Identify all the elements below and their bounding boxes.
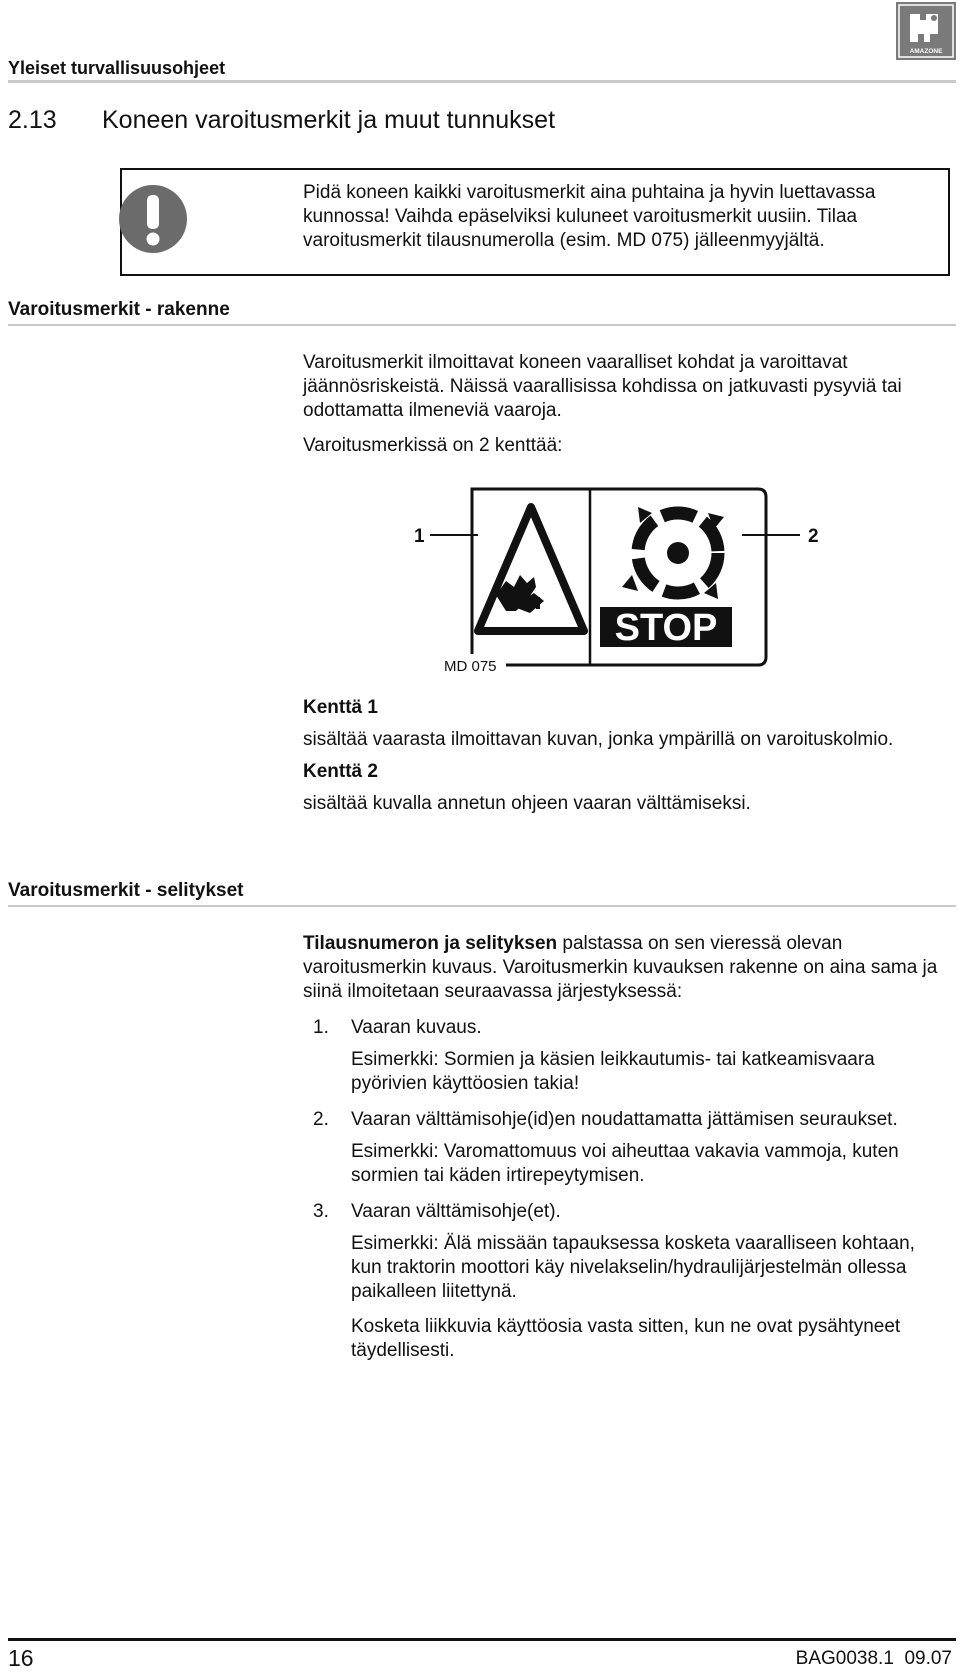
list-number: 1. [313,1017,329,1038]
amazone-logo [896,2,956,60]
warning-sign-illustration [410,483,890,673]
heading-number: 2.13 [8,106,57,134]
section-rule [8,324,956,326]
list-example: Esimerkki: Sormien ja käsien leikkautumis- tai katkeamisvaara pyörivien käyttöosien takia! [351,1049,875,1094]
field1-text: sisältää vaarasta ilmoittavan kuvan, jonka ympärillä on varoituskolmio. [303,729,894,750]
structure-body [303,351,943,469]
header-rule [8,80,956,83]
footer-rule [8,1638,956,1641]
list-text: Vaaran kuvaus. [351,1017,482,1038]
callout-1: 1 [414,526,425,547]
explanations-intro [303,932,943,1004]
section-heading [8,106,555,135]
note-text: Pidä koneen kaikki varoitusmerkit aina puhtaina ja hyvin luettavassa kunnossa! Vaihda epäselviksi kuluneet varoitusmerkit uusiin. Tilaa varoitusmerkit tilausnumerolla (esim. MD 075) jälleenmyyjältä. [303,182,876,251]
fields-intro: Varoitusmerkissä on 2 kenttää: [303,435,563,456]
intro-rest: palstassa on sen vieressä olevan varoitusmerkin kuvaus. Varoitusmerkin kuvauksen rakenne on aina sama ja siinä ilmoitetaan seuraavassa järjestyksessä: [303,933,938,1002]
list-text: Vaaran välttämisohje(id)en noudattamatta jättämisen seuraukset. [351,1109,898,1130]
explanations-body [303,932,943,1363]
list-item [303,1108,943,1188]
warning-triangle-icon [478,507,584,631]
field1-title: Kenttä 1 [303,697,378,718]
list-text: Vaaran välttämisohje(et). [351,1201,561,1222]
logo-text: AMAZONE [909,48,943,55]
list-number: 3. [313,1201,329,1222]
running-header: Yleiset turvallisuusohjeet [8,58,226,78]
rotating-blade-icon [622,507,724,599]
field2-title: Kenttä 2 [303,761,378,782]
page-number: 16 [8,1645,34,1671]
callout-2: 2 [808,526,819,547]
structure-paragraph: Varoitusmerkit ilmoittavat koneen vaaralliset kohdat ja varoittavat jäännösriskeistä. Näissä vaarallisissa kohdissa on jatkuvasti pysyviä tai odottamatta ilmeneviä vaaroja. [303,352,902,421]
sign-code: MD 075 [444,658,497,673]
list-note: Kosketa liikkuvia käyttöosia vasta sitten, kun ne ovat pysähtyneet täydellisesti. [351,1316,901,1361]
list-item [303,1016,943,1096]
list-example: Esimerkki: Älä missään tapauksessa kosketa vaaralliseen kohtaan, kun traktorin moottori käy nivelakselin/hydraulijärjestelmän ollessa paikalleen liitettynä. [351,1233,915,1302]
heading-title: Koneen varoitusmerkit ja muut tunnukset [102,106,556,134]
list-item [303,1200,943,1363]
section-rule [8,905,956,907]
section-title-explanations: Varoitusmerkit - selitykset [8,880,244,901]
document-code: BAG0038.1 09.07 [795,1648,952,1669]
list-example: Esimerkki: Varomattomuus voi aiheuttaa vakavia vammoja, kuten sormien tai käden irtirepeytymisen. [351,1141,899,1186]
section-title-structure: Varoitusmerkit - rakenne [8,299,230,320]
exclamation-circle-icon [118,184,188,254]
fields-description [303,696,943,824]
field2-text: sisältää kuvalla annetun ohjeen vaaran välttämiseksi. [303,793,751,814]
list-number: 2. [313,1109,329,1130]
stop-text: STOP [614,607,718,649]
intro-bold: Tilausnumeron ja selityksen [303,933,558,954]
